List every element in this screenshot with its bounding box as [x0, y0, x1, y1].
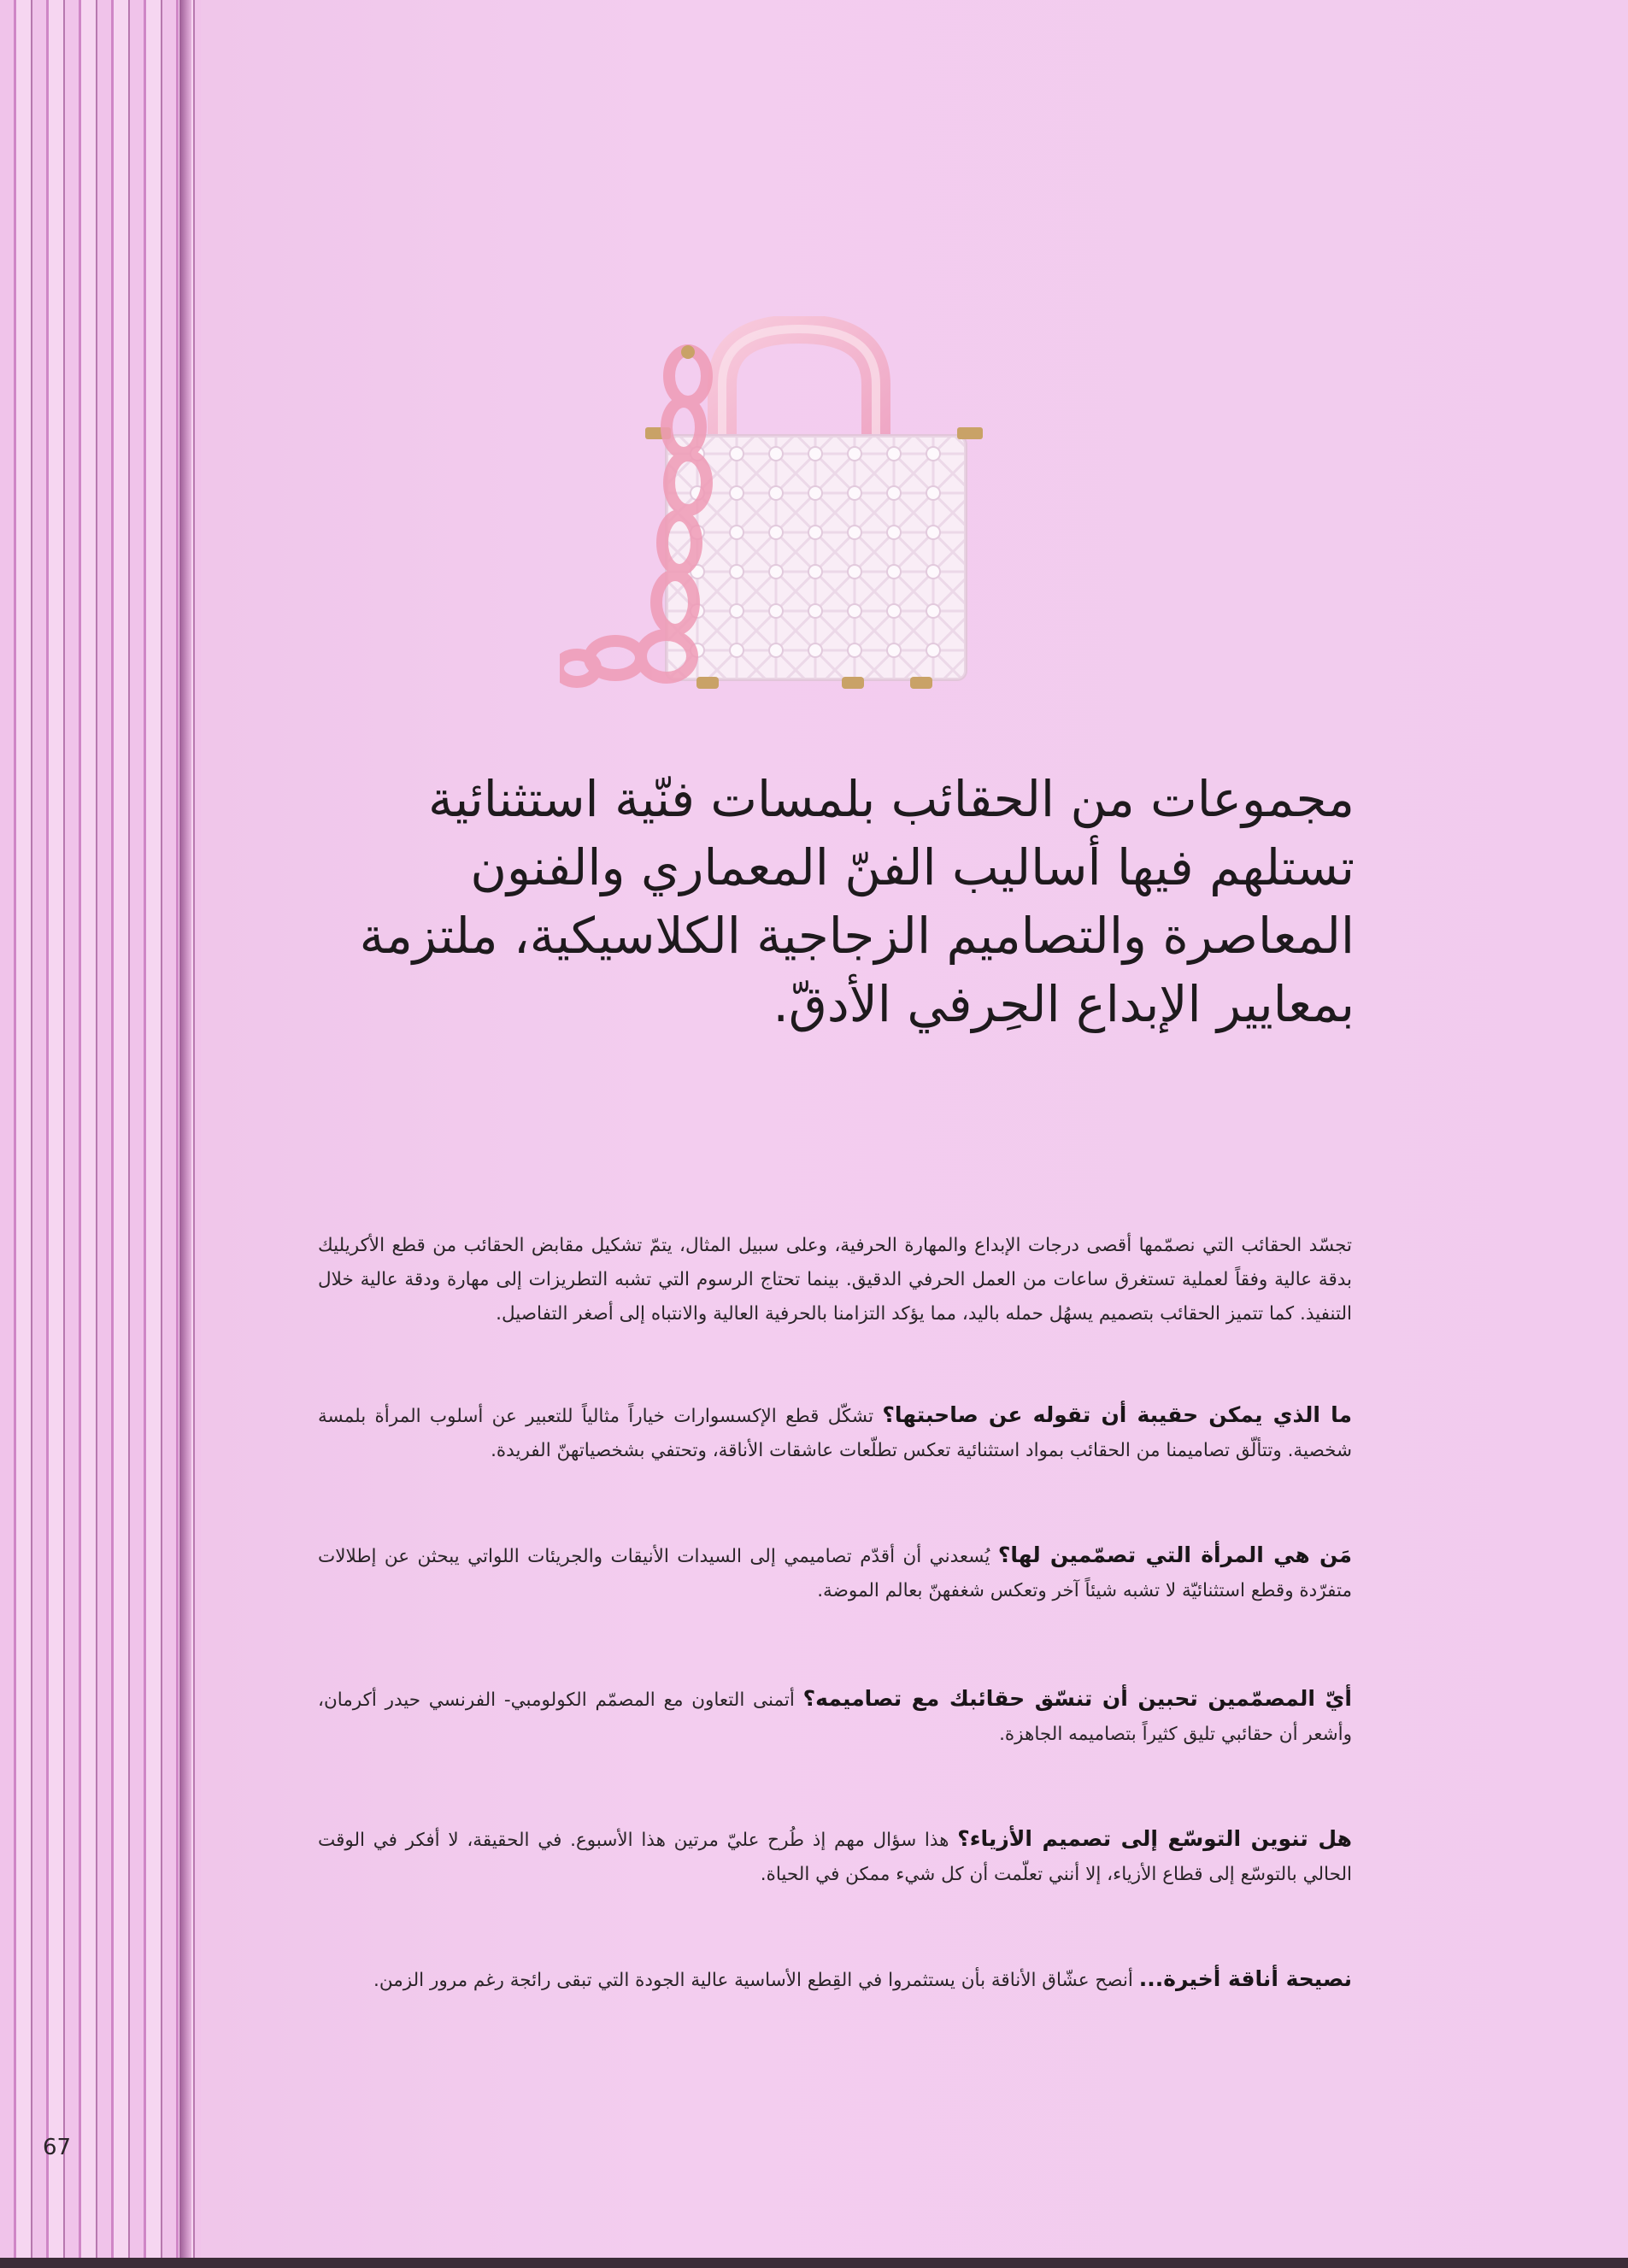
paragraph-text: يُسعدني أن أقدّم تصاميمي إلى السيدات الأنيقات والجريئات اللواتي يبحثن عن إطلالات متفرّدة وقطع استثنائيّة لا تشبه شيئاً آخر وتعكس شغفهنّ بعالم الموضة. — [318, 1546, 1352, 1601]
headline-quote: مجموعات من الحقائب بلمسات فنّية استثنائية تستلهم فيها أساليب الفنّ المعماري والفنون المعاصرة والتصاميم الزجاجية الكلاسيكية، ملتزمة بمعايير الإبداع الحِرفي الأدقّ. — [359, 770, 1355, 1033]
paragraph-lead: أيّ المصمّمين تحبين أن تنسّق حقائبك مع تصاميمه؟ — [802, 1686, 1352, 1711]
article-paragraph — [318, 1682, 1352, 1752]
paragraph-lead: نصيحة أناقة أخيرة... — [1138, 1966, 1352, 1991]
article-paragraph — [318, 1538, 1352, 1608]
article-paragraph — [318, 1962, 1352, 1998]
paragraph-text: أتمنى التعاون مع المصمّم الكولومبي- الفرنسي حيدر أكرمان، وأشعر أن حقائبي تليق كثيراً بتصاميمه الجاهزة. — [318, 1689, 1352, 1745]
paragraph-lead: مَن هي المرأة التي تصمّمين لها؟ — [997, 1542, 1352, 1567]
page-bottom-edge — [0, 2258, 1628, 2268]
paragraph-lead: هل تنوين التوسّع إلى تصميم الأزياء؟ — [957, 1826, 1352, 1851]
paragraph-lead: ما الذي يمكن حقيبة أن تقوله عن صاحبتها؟ — [882, 1402, 1352, 1427]
article-paragraph — [318, 1822, 1352, 1892]
article-paragraph — [318, 1227, 1352, 1331]
paragraph-text: أنصح عشّاق الأناقة بأن يستثمروا في القِطع الأساسية عالية الجودة التي تبقى رائجة رغم مرور الزمن. — [373, 1970, 1133, 1991]
acrylic-handbag-icon — [560, 316, 1064, 709]
paragraph-text: هذا سؤال مهم إذ طُرح عليّ مرتين هذا الأسبوع. في الحقيقة، لا أفكر في الوقت الحالي بالتوسّع إلى قطاع الأزياء، إلا أنني تعلّمت أن كل شيء ممكن في الحياة. — [318, 1830, 1352, 1885]
page-number: 67 — [43, 2135, 72, 2160]
article-paragraph — [318, 1398, 1352, 1468]
page-spine-stack — [0, 0, 201, 2268]
paragraph-text: تشكّل قطع الإكسسوارات خياراً مثالياً للتعبير عن أسلوب المرأة بلمسة شخصية. وتتألّق تصاميمنا من الحقائب بمواد استثنائية تعكس تطلّعات عاشقات الأناقة، وتحتفي بشخصياتهنّ الفريدة. — [318, 1406, 1352, 1461]
paragraph-text: تجسّد الحقائب التي نصمّمها أقصى درجات الإبداع والمهارة الحرفية، وعلى سبيل المثال، يتمّ تشكيل مقابض الحقائب من قطع الأكريليك بدقة عالية وفقاً لعملية تستغرق ساعات من العمل الحرفي الدقيق. بينما تحتاج الرسوم التي تشبه التطريزات إلى مهارة ودقة عالية خلال التنفيذ. كما تتميز الحقائب بتصميم يسهُل حمله باليد، مما يؤكد التزامنا بالحرفية العالية والانتباه إلى أصغر التفاصيل. — [318, 1235, 1352, 1325]
page-spine-edge — [179, 0, 191, 2268]
